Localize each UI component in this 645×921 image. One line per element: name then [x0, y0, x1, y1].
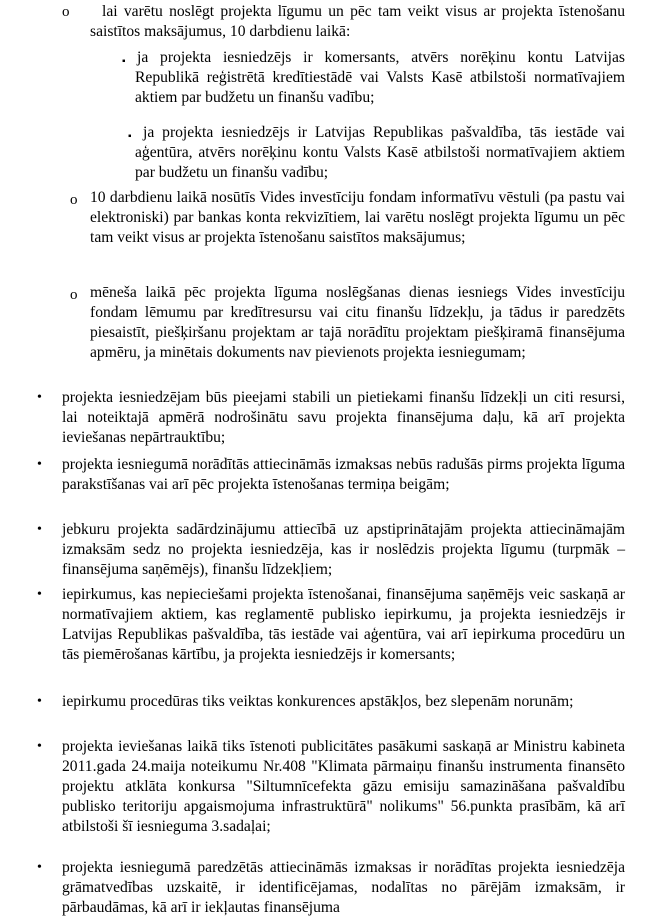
list-item: projekta iesniegumā paredzētās attiecināmās izmaksas ir norādītas projekta iesniedzēja grāmatvedības uzskaitē, ir identificējamas, nodalītas no pārējām izmaksām, ir pārbaudāmas, kā arī ir iekļautas finansējuma — [62, 859, 625, 916]
list-item: ja projekta iesniedzējs ir Latvijas Republikas pašvaldība, tās iestāde vai aģentūra, atvērs norēķinu kontu Valsts Kasē atbilstoši normatīvajiem aktiem par budžetu un finanšu vadību; — [135, 124, 625, 181]
list-marker-bullet: • — [37, 694, 42, 709]
list-marker-bullet: • — [37, 457, 42, 472]
list-marker-circle: o — [70, 192, 78, 208]
list-item: mēneša laikā pēc projekta līguma noslēgšanas dienas iesniegs Vides investīciju fondam lēmumu par kredītresursu vai citu finanšu līdzekļu, ja tādus ir paredzēts piesaistīt, piešķiršanu projektam ar tajā norādītu projektam piešķiramā finansējuma apmēru, ja minētais dokuments nav pievienots projekta iesniegumam; — [90, 284, 625, 361]
list-marker-bullet: • — [37, 587, 42, 602]
list-item: ja projekta iesniedzējs ir komersants, atvērs norēķinu kontu Latvijas Republikā reģistrētā kredītiestādē vai Valsts Kasē atbilstoši normatīvajiem aktiem par budžetu un finanšu vadību; — [135, 49, 625, 106]
list-item: projekta iesniedzējam būs pieejami stabili un pietiekami finanšu līdzekļi un citi resursi, lai noteiktajā apmērā nodrošinātu savu projekta finansējuma daļu, kā arī projekta ieviešanas nepārtrauktību; — [62, 389, 625, 446]
list-marker-bullet: • — [37, 522, 42, 537]
list-item: jebkuru projekta sadārdzinājumu attiecībā uz apstiprinātajām projekta attiecināmajām izmaksām sedz no projekta iesniedzēja, kas ir noslēdzis projekta līgumu (turpmāk – finansējuma saņēmējs), finanšu līdzekļiem; — [62, 521, 625, 578]
list-marker-square: ▪ — [122, 56, 126, 67]
list-item: projekta iesniegumā norādītās attiecināmās izmaksas nebūs radušās pirms projekta līguma parakstīšanas vai arī pēc projekta īstenošanas termiņa beigām; — [62, 456, 625, 493]
list-item: projekta ieviešanas laikā tiks īstenoti publicitātes pasākumi saskaņā ar Ministru kabineta 2011.gada 24.maija noteikumu Nr.408 "Klimata pārmaiņu finanšu instrumenta finansēto projektu atklāta konkursa "Siltumnīcefekta gāzu emisiju samazināšana pašvaldību publisko teritoriju apgaismojuma infrastruktūrā" nolikums" 56.punkta prasībām, kā arī atbilstoši šī iesnieguma 3.sadaļai; — [62, 738, 625, 835]
list-item: iepirkumus, kas nepieciešami projekta īstenošanai, finansējuma saņēmējs veic saskaņā ar normatīvajiem aktiem, kas reglamentē publisko iepirkumu, ja projekta iesniedzējs ir Latvijas Republikas pašvaldība, tās iestāde vai aģentūra, vai arī iepirkuma procedūru un tās piemērošanas kārtību, ja projekta iesniedzējs ir komersants; — [62, 586, 625, 663]
list-item: lai varētu noslēgt projekta līgumu un pēc tam veikt visus ar projekta īstenošanu saistītos maksājumus, 10 darbdienu laikā: — [90, 3, 625, 40]
list-item: iepirkumu procedūras tiks veiktas konkurences apstākļos, bez slepenām norunām; — [62, 693, 574, 710]
list-marker-bullet: • — [37, 390, 42, 405]
list-marker-square: ▪ — [128, 131, 132, 142]
list-marker-bullet: • — [37, 739, 42, 754]
list-marker-bullet: • — [37, 860, 42, 875]
list-item: 10 darbdienu laikā nosūtīs Vides investīciju fondam informatīvu vēstuli (pa pastu vai elektroniski) par bankas konta rekvizītiem, lai varētu noslēgt projekta līgumu un pēc tam veikt visus ar projekta īstenošanu saistītos maksājumus; — [90, 189, 625, 246]
list-marker-circle: o — [70, 287, 78, 303]
list-marker-circle: o — [62, 4, 70, 20]
